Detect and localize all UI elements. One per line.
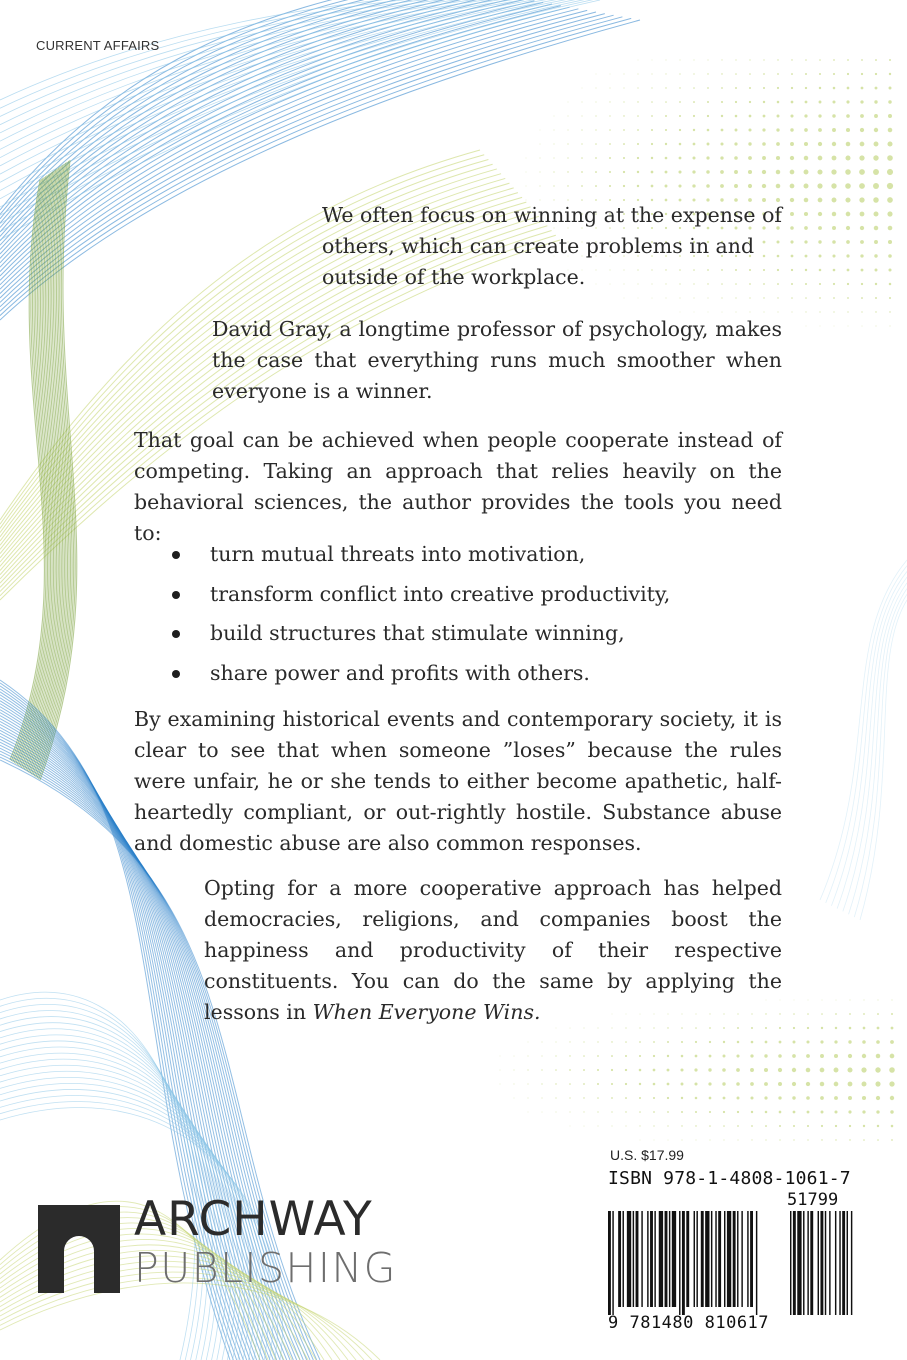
closing-paragraph [204, 873, 782, 1028]
history-paragraph: By examining historical events and contemporary society, it is clear to see that when someone ”loses” because the rules were unfair, he or she tends to either become apathetic, half-heartedly compliant, or out-rightly hostile. Substance abuse and domestic abuse are also common responses. [134, 707, 782, 855]
list-item: turn mutual threats into motivation, [170, 535, 690, 575]
category-label: CURRENT AFFAIRS [36, 38, 160, 53]
list-item: build structures that stimulate winning, [170, 614, 690, 654]
author-paragraph: David Gray, a longtime professor of psychology, makes the case that everything runs much smoother when everyone is a winner. [212, 317, 782, 403]
isbn-text: ISBN 978-1-4808-1061-7 [608, 1168, 851, 1189]
tools-list [170, 535, 690, 693]
publisher-logo [38, 1192, 428, 1298]
list-item: share power and profits with others. [170, 654, 690, 694]
bullet-icon [172, 630, 180, 638]
intro-paragraph: We often focus on winning at the expense of others, which can create problems in and outside of the workplace. [322, 203, 782, 289]
barcode [600, 1165, 880, 1333]
list-item: transform conflict into creative productivity, [170, 575, 690, 615]
book-title: When Everyone Wins. [312, 1000, 541, 1024]
goal-paragraph: That goal can be achieved when people cooperate instead of competing. Taking an approach that relies heavily on the behavioral sciences, the author provides the tools you need to: [134, 428, 782, 545]
archway-logo-icon [38, 1205, 120, 1293]
closing-text: Opting for a more cooperative approach has helped democracies, religions, and companies boost the happiness and productivity of their respective constituents. You can do the same by applying the lessons in [204, 876, 782, 1024]
bullet-icon [172, 670, 180, 678]
ean-number: 9 781480 810617 [608, 1313, 770, 1333]
publisher-name: ARCHWAY [134, 1192, 373, 1247]
price-label: U.S. $17.99 [610, 1147, 684, 1163]
bullet-icon [172, 591, 180, 599]
publisher-subname: PUBLISHING [134, 1244, 397, 1292]
barcode-addon: 51799 [787, 1190, 839, 1210]
barcode-bars [600, 1211, 880, 1319]
bullet-icon [172, 551, 180, 559]
